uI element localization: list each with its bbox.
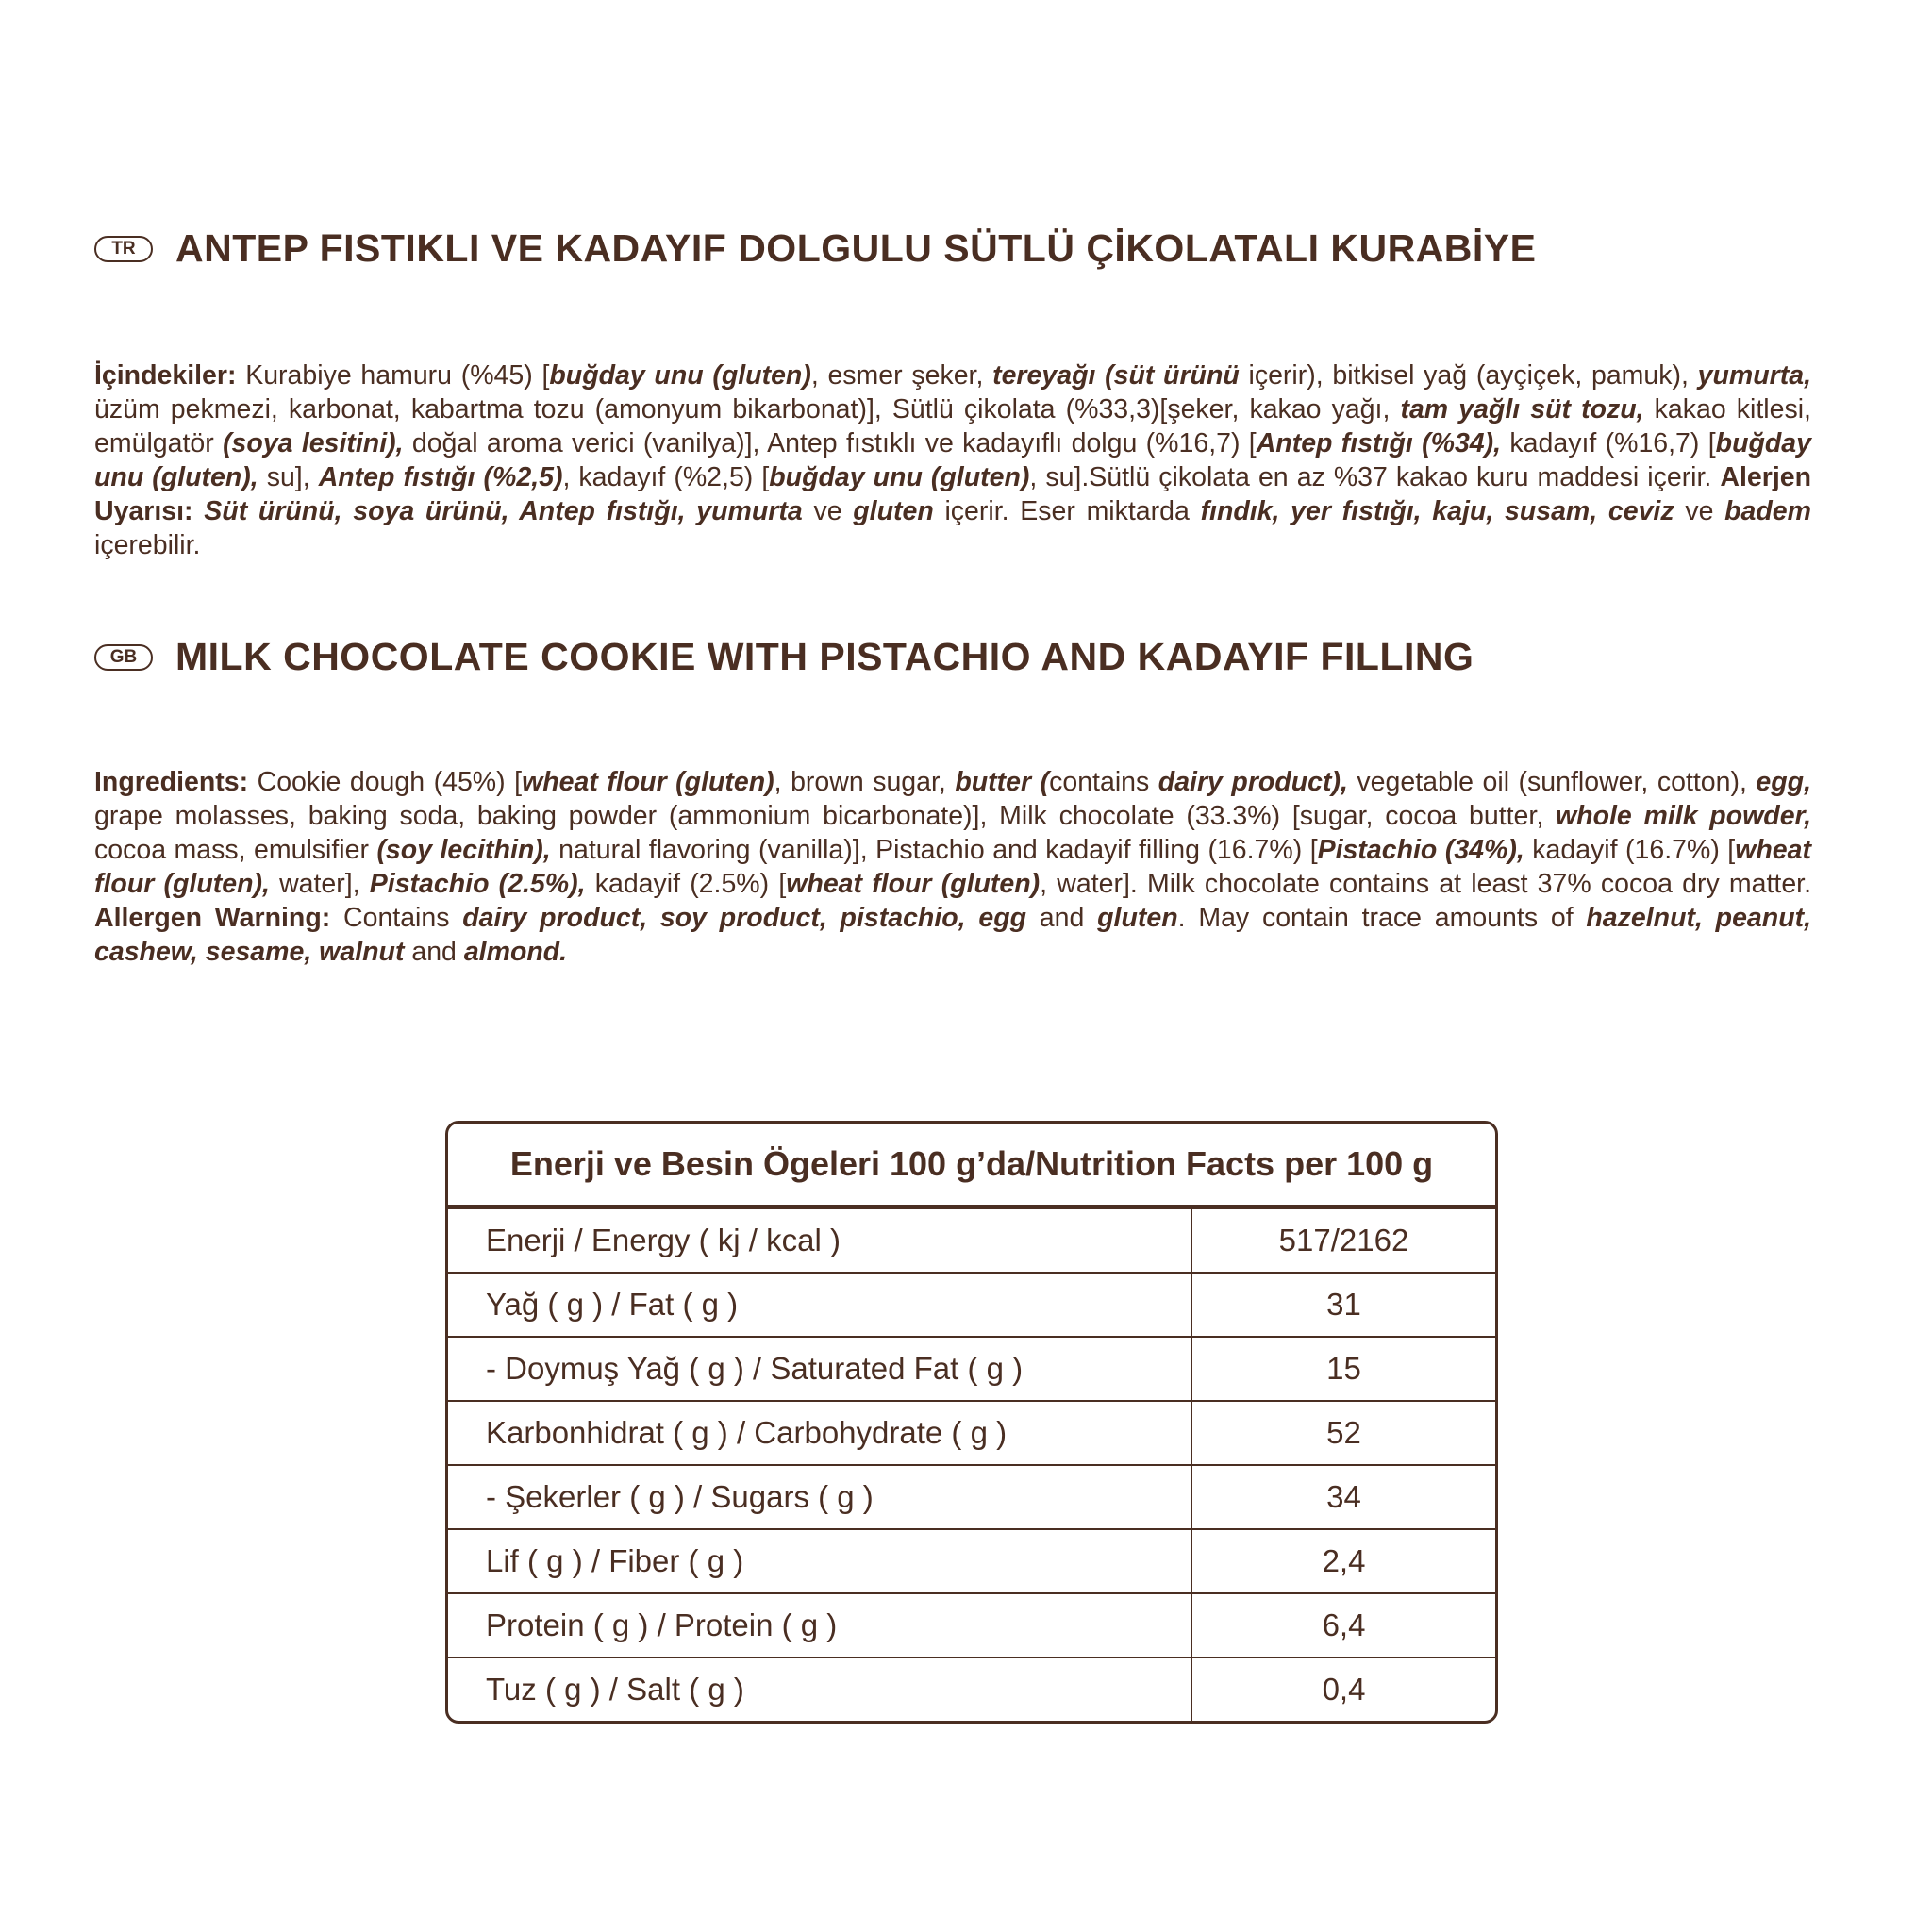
emphasized-text: buğday unu (gluten): [549, 360, 811, 391]
text-run: , water]. Milk chocolate contains at least 37% cocoa dry matter.: [1040, 869, 1812, 899]
emphasized-text: dairy product),: [1158, 767, 1348, 797]
emphasized-text: fındık, yer fıstığı, kaju, susam, ceviz: [1200, 496, 1674, 526]
text-run: . May contain trace amounts of: [1177, 903, 1587, 933]
emphasized-text: gluten: [1097, 903, 1178, 933]
tr-language-badge: TR: [94, 236, 153, 262]
emphasized-text: (soya lesitini),: [223, 428, 404, 458]
emphasized-text: Süt ürünü, soya ürünü, Antep fıstığı, yumurta: [204, 496, 803, 526]
emphasized-text: Antep fıstığı (%2,5): [318, 462, 563, 492]
nutrient-value: 517/2162: [1191, 1208, 1495, 1274]
nutrition-facts-table: [445, 1121, 1498, 1724]
text-run: kadayıf (%16,7) [: [1501, 428, 1716, 458]
nutrition-row: [448, 1593, 1495, 1657]
text-run: doğal aroma verici (vanilya)], Antep fıstıklı ve kadayıflı dolgu (%16,7) [: [403, 428, 1257, 458]
nutrient-label: Enerji / Energy ( kj / kcal ): [448, 1208, 1191, 1274]
text-run: , su].Sütlü çikolata en az %37 kakao kuru maddesi içerir.: [1029, 462, 1721, 492]
text-run: su],: [258, 462, 319, 492]
text-run: [193, 496, 205, 526]
emphasized-text: Ingredients:: [94, 767, 249, 797]
text-run: üzüm pekmezi, karbonat, kabartma tozu (amonyum bikarbonat)], Sütlü çikolata (%33,3)[şeker, kakao yağı,: [94, 394, 1401, 425]
emphasized-text: wheat flour (gluten): [786, 869, 1041, 899]
nutrition-row: [448, 1465, 1495, 1529]
emphasized-text: Antep fıstığı (%34),: [1256, 428, 1502, 458]
nutrient-label: - Şekerler ( g ) / Sugars ( g ): [448, 1465, 1191, 1529]
text-run: Contains: [330, 903, 463, 933]
nutrient-value: 6,4: [1191, 1593, 1495, 1657]
nutrition-row: [448, 1273, 1495, 1337]
emphasized-text: whole milk powder,: [1556, 801, 1811, 831]
nutrition-row: [448, 1208, 1495, 1274]
gb-section-title: [94, 635, 1474, 679]
text-run: kadayif (16.7%) [: [1524, 835, 1736, 865]
nutrient-label: Lif ( g ) / Fiber ( g ): [448, 1529, 1191, 1593]
nutrient-label: Yağ ( g ) / Fat ( g ): [448, 1273, 1191, 1337]
emphasized-text: Pistachio (34%),: [1317, 835, 1524, 865]
text-run: cocoa mass, emulsifier: [94, 835, 377, 865]
emphasized-text: Allergen Warning:: [94, 903, 331, 933]
emphasized-text: İçindekiler:: [94, 360, 237, 391]
nutrient-value: 2,4: [1191, 1529, 1495, 1593]
text-run: içerir), bitkisel yağ (ayçiçek, pamuk),: [1239, 360, 1698, 391]
text-run: içerir. Eser miktarda: [933, 496, 1201, 526]
emphasized-text: yumurta,: [1697, 360, 1812, 391]
emphasized-text: buğday unu (gluten),: [94, 428, 1811, 492]
nutrient-value: 15: [1191, 1337, 1495, 1401]
emphasized-text: buğday unu (gluten): [769, 462, 1030, 492]
text-run: natural flavoring (vanilla)], Pistachio and kadayif filling (16.7%) [: [550, 835, 1318, 865]
text-run: , esmer şeker,: [810, 360, 993, 391]
nutrient-label: Karbonhidrat ( g ) / Carbohydrate ( g ): [448, 1401, 1191, 1465]
nutrition-header: Enerji ve Besin Ögeleri 100 g’da/Nutrition Facts per 100 g: [448, 1124, 1495, 1208]
emphasized-text: almond.: [463, 937, 568, 967]
tr-ingredients-text: [94, 358, 1811, 562]
emphasized-text: wheat flour (gluten): [522, 767, 774, 797]
text-run: contains: [1049, 767, 1158, 797]
gb-product-title: MILK CHOCOLATE COOKIE WITH PISTACHIO AND KADAYIF FILLING: [175, 635, 1474, 678]
emphasized-text: hazelnut, peanut, cashew, sesame, walnut: [94, 903, 1812, 967]
text-run: kadayif (2.5%) [: [585, 869, 787, 899]
nutrient-label: Tuz ( g ) / Salt ( g ): [486, 1672, 744, 1707]
emphasized-text: wheat flour (gluten),: [94, 835, 1811, 899]
nutrient-value: 0,4: [1191, 1657, 1495, 1721]
nutrient-label: Protein ( g ) / Protein ( g ): [448, 1593, 1191, 1657]
gb-language-badge: GB: [94, 644, 153, 671]
text-run: Kurabiye hamuru (%45) [: [236, 360, 550, 391]
text-run: kakao kitlesi, emülgatör: [94, 394, 1811, 458]
tr-section-title: [94, 226, 1537, 271]
text-run: grape molasses, baking soda, baking powder (ammonium bicarbonate)], Milk chocolate (33.3%) [sugar, cocoa butter,: [94, 801, 1556, 831]
emphasized-text: butter (: [955, 767, 1050, 797]
text-run: ve: [802, 496, 854, 526]
tr-product-title: ANTEP FISTIKLI VE KADAYIF DOLGULU SÜTLÜ ÇİKOLATALI KURABİYE: [175, 226, 1537, 270]
text-run: and: [1026, 903, 1098, 933]
text-run: içerebilir.: [94, 530, 201, 560]
text-run: ve: [1674, 496, 1725, 526]
nutrient-label: - Doymuş Yağ ( g ) / Saturated Fat ( g ): [448, 1337, 1191, 1401]
text-run: and: [404, 937, 464, 967]
text-run: , kadayıf (%2,5) [: [562, 462, 770, 492]
text-run: , brown sugar,: [774, 767, 956, 797]
emphasized-text: gluten: [853, 496, 934, 526]
gb-ingredients-text: [94, 765, 1811, 969]
emphasized-text: dairy product, soy product, pistachio, egg: [462, 903, 1027, 933]
nutrient-value: 34: [1191, 1465, 1495, 1529]
nutrition-row: [448, 1401, 1495, 1465]
nutrition-row: [448, 1337, 1495, 1401]
emphasized-text: (soy lecithin),: [376, 835, 551, 865]
emphasized-text: Pistachio (2.5%),: [369, 869, 586, 899]
nutrient-value: 52: [1191, 1401, 1495, 1465]
text-run: water],: [269, 869, 370, 899]
text-run: vegetable oil (sunflower, cotton),: [1347, 767, 1757, 797]
emphasized-text: tam yağlı süt tozu,: [1400, 394, 1644, 425]
nutrition-row: [448, 1529, 1495, 1593]
emphasized-text: tereyağı (süt ürünü: [992, 360, 1240, 391]
emphasized-text: Alerjen Uyarısı:: [94, 462, 1812, 526]
nutrient-value: 31: [1191, 1273, 1495, 1337]
nutrition-row: [448, 1657, 1495, 1721]
emphasized-text: egg,: [1756, 767, 1812, 797]
text-run: Cookie dough (45%) [: [248, 767, 523, 797]
emphasized-text: badem: [1724, 496, 1811, 526]
